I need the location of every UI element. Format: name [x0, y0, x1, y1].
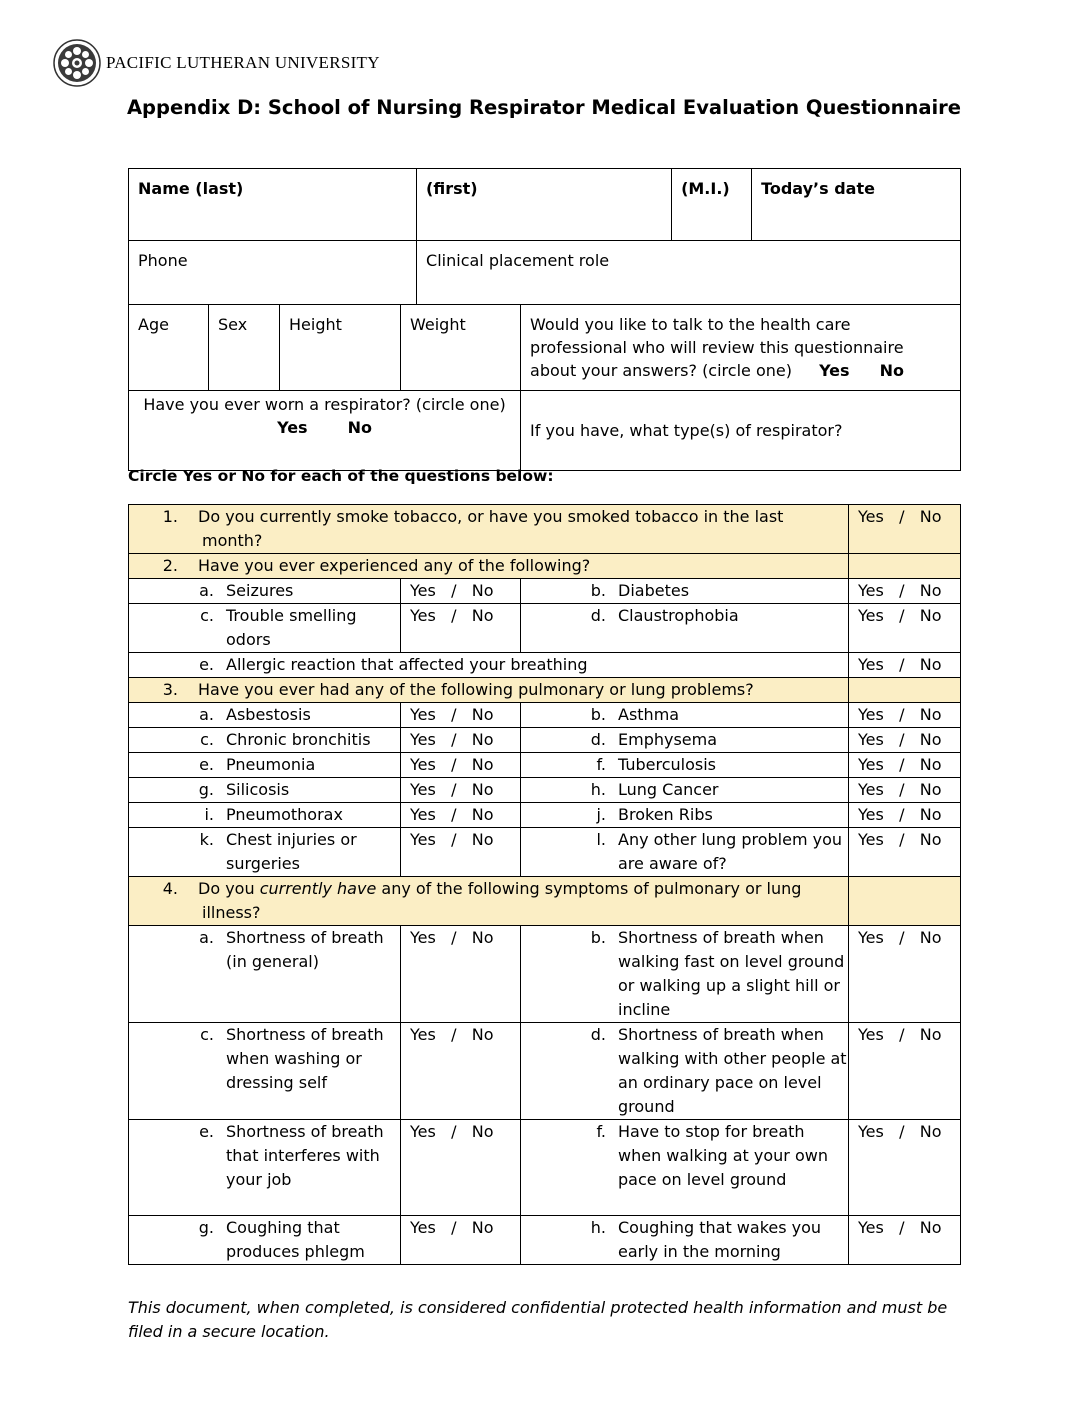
- sub-question: b. Asthma: [521, 703, 849, 728]
- sex-field[interactable]: Sex: [209, 305, 280, 391]
- sub-question: l. Any other lung problem you are aware of?: [521, 828, 849, 877]
- yes-no-answer[interactable]: Yes / No: [849, 703, 961, 728]
- sub-question: a. Shortness of breath (in general): [129, 926, 401, 1023]
- clinical-role-field[interactable]: Clinical placement role: [417, 241, 961, 305]
- respirator-type-question: If you have, what type(s) of respirator?: [530, 420, 843, 440]
- respirator-type-field[interactable]: [521, 391, 961, 471]
- yes-no-answer[interactable]: Yes / No: [849, 728, 961, 753]
- sub-question: e. Shortness of breath that interferes with your job: [129, 1120, 401, 1216]
- question-text: 3. Have you ever had any of the following pulmonary or lung problems?: [129, 678, 849, 703]
- sub-question: i. Pneumothorax: [129, 803, 401, 828]
- sub-question-row: [129, 703, 961, 728]
- yes-no-answer[interactable]: Yes / No: [849, 778, 961, 803]
- sub-question: e. Pneumonia: [129, 753, 401, 778]
- first-name-field[interactable]: (first): [417, 169, 672, 241]
- sub-question-row: [129, 926, 961, 1023]
- yes-no-answer[interactable]: Yes / No: [849, 505, 961, 554]
- header: [52, 38, 380, 88]
- sub-question: d. Shortness of breath when walking with other people at an ordinary pace on level ground: [521, 1023, 849, 1120]
- sub-question: b. Diabetes: [521, 579, 849, 604]
- sub-question: c. Trouble smelling odors: [129, 604, 401, 653]
- sub-question-row: [129, 1120, 961, 1216]
- question-text: 4. Do you currently have any of the following symptoms of pulmonary or lung illness?: [129, 877, 849, 926]
- phone-field[interactable]: Phone: [129, 241, 417, 305]
- worn-question: Have you ever worn a respirator? (circle one): [143, 395, 506, 414]
- talk-to-professional-cell: [521, 305, 961, 391]
- confidentiality-notice: This document, when completed, is considered confidential protected health information and must be filed in a secure location.: [128, 1298, 948, 1341]
- yes-no-answer[interactable]: Yes / No: [401, 703, 521, 728]
- sub-question: b. Shortness of breath when walking fast on level ground or walking up a slight hill or incline: [521, 926, 849, 1023]
- yes-no-answer[interactable]: Yes / No: [849, 828, 961, 877]
- sub-question: a. Asbestosis: [129, 703, 401, 728]
- yes-no-answer[interactable]: Yes / No: [849, 653, 961, 678]
- sub-question: k. Chest injuries or surgeries: [129, 828, 401, 877]
- sub-question-row: [129, 1023, 961, 1120]
- height-field[interactable]: Height: [280, 305, 401, 391]
- yes-no-answer[interactable]: Yes / No: [401, 753, 521, 778]
- sub-question-row: [129, 653, 961, 678]
- yes-no-answer[interactable]: Yes / No: [401, 579, 521, 604]
- personal-info-table: [128, 168, 961, 471]
- worn-respirator-cell: [129, 391, 521, 471]
- yes-no-answer[interactable]: Yes / No: [401, 728, 521, 753]
- sub-question-row: [129, 803, 961, 828]
- sub-question-row: [129, 604, 961, 653]
- question-row: [129, 554, 961, 579]
- sub-question: g. Coughing that produces phlegm: [129, 1216, 401, 1265]
- questions-table: [128, 504, 961, 1265]
- yes-no-answer[interactable]: Yes / No: [401, 1216, 521, 1265]
- sub-question: h. Coughing that wakes you early in the morning: [521, 1216, 849, 1265]
- sub-question: h. Lung Cancer: [521, 778, 849, 803]
- university-logo-icon: [52, 38, 102, 88]
- yes-no-answer[interactable]: Yes / No: [401, 828, 521, 877]
- talk-question: Would you like to talk to the health care professional who will review this questionnaire about your answers? (circle one): [530, 315, 904, 380]
- weight-field[interactable]: Weight: [401, 305, 521, 391]
- yes-no-answer[interactable]: Yes / No: [849, 926, 961, 1023]
- yes-no-answer[interactable]: Yes / No: [401, 778, 521, 803]
- empty-cell: [849, 877, 961, 926]
- sub-question-row: [129, 1216, 961, 1265]
- name-last-field[interactable]: Name (last): [129, 169, 417, 241]
- question-row: [129, 505, 961, 554]
- todays-date-field[interactable]: Today’s date: [752, 169, 961, 241]
- sub-question: f. Have to stop for breath when walking at your own pace on level ground: [521, 1120, 849, 1216]
- yes-no-answer[interactable]: Yes / No: [401, 803, 521, 828]
- instructions: Circle Yes or No for each of the questions below:: [128, 467, 554, 485]
- sub-question: f. Tuberculosis: [521, 753, 849, 778]
- yes-no-answer[interactable]: Yes / No: [401, 1120, 521, 1216]
- yes-no-answer[interactable]: Yes / No: [849, 1216, 961, 1265]
- sub-question: a. Seizures: [129, 579, 401, 604]
- yes-no-answer[interactable]: Yes / No: [401, 1023, 521, 1120]
- worn-yes-option[interactable]: Yes: [277, 418, 308, 437]
- yes-no-answer[interactable]: Yes / No: [849, 1023, 961, 1120]
- sub-question-row: [129, 778, 961, 803]
- talk-yes-option[interactable]: Yes: [819, 361, 850, 380]
- sub-question-row: [129, 828, 961, 877]
- yes-no-answer[interactable]: Yes / No: [849, 803, 961, 828]
- middle-initial-field[interactable]: (M.I.): [672, 169, 752, 241]
- sub-question-row: [129, 579, 961, 604]
- yes-no-answer[interactable]: Yes / No: [849, 604, 961, 653]
- question-text: 1. Do you currently smoke tobacco, or have you smoked tobacco in the last month?: [129, 505, 849, 554]
- sub-question: d. Emphysema: [521, 728, 849, 753]
- worn-no-option[interactable]: No: [347, 418, 372, 437]
- page-title: Appendix D: School of Nursing Respirator Medical Evaluation Questionnaire: [126, 96, 962, 119]
- sub-question: g. Silicosis: [129, 778, 401, 803]
- yes-no-answer[interactable]: Yes / No: [401, 926, 521, 1023]
- sub-question: e. Allergic reaction that affected your breathing: [129, 653, 849, 678]
- sub-question-row: [129, 753, 961, 778]
- empty-cell: [849, 678, 961, 703]
- university-name: PACIFIC LUTHERAN UNIVERSITY: [106, 53, 380, 72]
- sub-question-row: [129, 728, 961, 753]
- sub-question: d. Claustrophobia: [521, 604, 849, 653]
- yes-no-answer[interactable]: Yes / No: [849, 579, 961, 604]
- talk-no-option[interactable]: No: [879, 361, 904, 380]
- question-row: [129, 877, 961, 926]
- sub-question: c. Chronic bronchitis: [129, 728, 401, 753]
- yes-no-answer[interactable]: Yes / No: [849, 753, 961, 778]
- age-field[interactable]: Age: [129, 305, 209, 391]
- question-row: [129, 678, 961, 703]
- sub-question: c. Shortness of breath when washing or dressing self: [129, 1023, 401, 1120]
- empty-cell: [849, 554, 961, 579]
- question-text: 2. Have you ever experienced any of the following?: [129, 554, 849, 579]
- yes-no-answer[interactable]: Yes / No: [849, 1120, 961, 1216]
- yes-no-answer[interactable]: Yes / No: [401, 604, 521, 653]
- sub-question: j. Broken Ribs: [521, 803, 849, 828]
